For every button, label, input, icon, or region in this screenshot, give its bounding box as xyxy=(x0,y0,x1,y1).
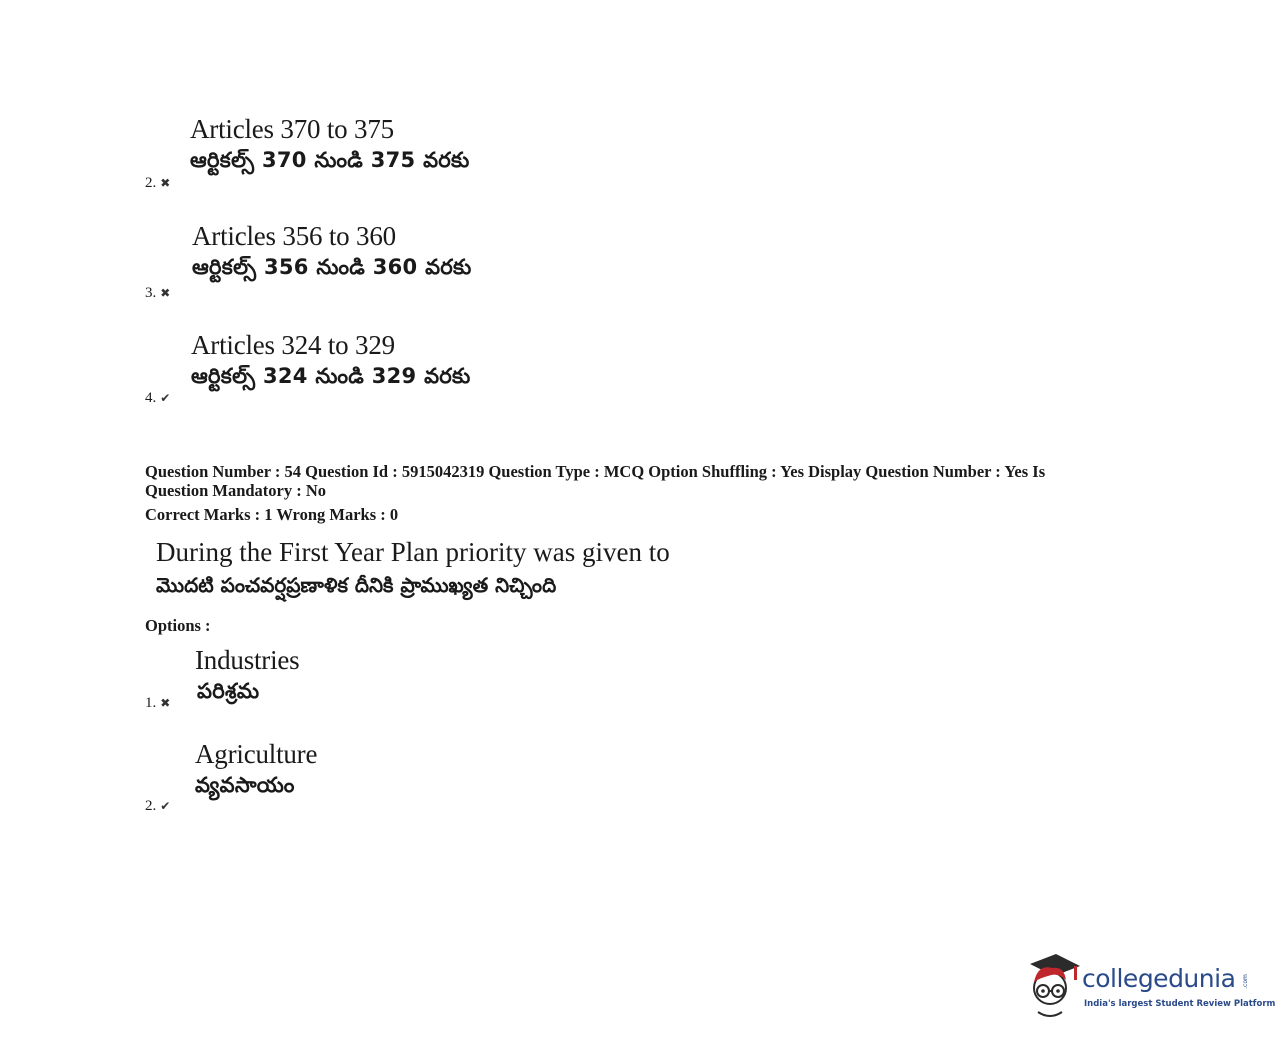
collegedunia-logo xyxy=(1020,950,1276,1022)
prev-option-2-telugu: ఆర్టికల్స్ 370 నుండి 375 వరకు xyxy=(190,148,470,172)
logo-domain-suffix: .com xyxy=(1241,974,1249,989)
option-number-label: 2. xyxy=(145,175,157,191)
option-1-number xyxy=(145,695,170,711)
prev-option-2-english: Articles 370 to 375 xyxy=(190,114,394,144)
option-1-telugu: పరిశ్రమ xyxy=(197,679,260,703)
question-meta-line2: Question Mandatory : No xyxy=(145,481,327,500)
prev-option-3-telugu: ఆర్టికల్స్ 356 నుండి 360 వరకు xyxy=(192,255,472,279)
prev-option-3-number xyxy=(145,285,170,301)
check-icon: ✔ xyxy=(160,799,171,813)
option-number-label: 4. xyxy=(145,390,157,406)
cross-icon: ✖ xyxy=(160,696,171,710)
question-text-telugu: మొదటి పంచవర్షప్రణాళిక దీనికి ప్రాముఖ్యత నిచ్చింది xyxy=(156,573,557,597)
question-text-english: During the First Year Plan priority was given to xyxy=(156,537,670,567)
options-label: Options : xyxy=(145,616,211,635)
prev-option-4-telugu: ఆర్టికల్స్ 324 నుండి 329 వరకు xyxy=(191,364,471,388)
logo-tagline: India's largest Student Review Platform xyxy=(1084,999,1276,1009)
mascot-icon xyxy=(1020,950,1084,1022)
option-2-number xyxy=(145,798,170,814)
option-2-english: Agriculture xyxy=(195,739,318,769)
option-number-label: 2. xyxy=(145,798,157,814)
option-2-telugu: వ్యవసాయం xyxy=(195,773,295,797)
check-icon: ✔ xyxy=(160,391,171,405)
prev-option-3-english: Articles 356 to 360 xyxy=(192,221,396,251)
cross-icon: ✖ xyxy=(160,286,171,300)
option-number-label: 1. xyxy=(145,695,157,711)
question-marks: Correct Marks : 1 Wrong Marks : 0 xyxy=(145,505,399,524)
prev-option-2-number xyxy=(145,175,170,191)
cross-icon: ✖ xyxy=(160,176,171,190)
question-meta-line1: Question Number : 54 Question Id : 5915042319 Question Type : MCQ Option Shuffling : Yes Display Question Number : Yes Is xyxy=(145,462,1046,481)
logo-wordmark: collegedunia xyxy=(1082,964,1236,993)
option-1-english: Industries xyxy=(195,645,300,675)
prev-option-4-number xyxy=(145,390,170,406)
option-number-label: 3. xyxy=(145,285,157,301)
prev-option-4-english: Articles 324 to 329 xyxy=(191,330,395,360)
